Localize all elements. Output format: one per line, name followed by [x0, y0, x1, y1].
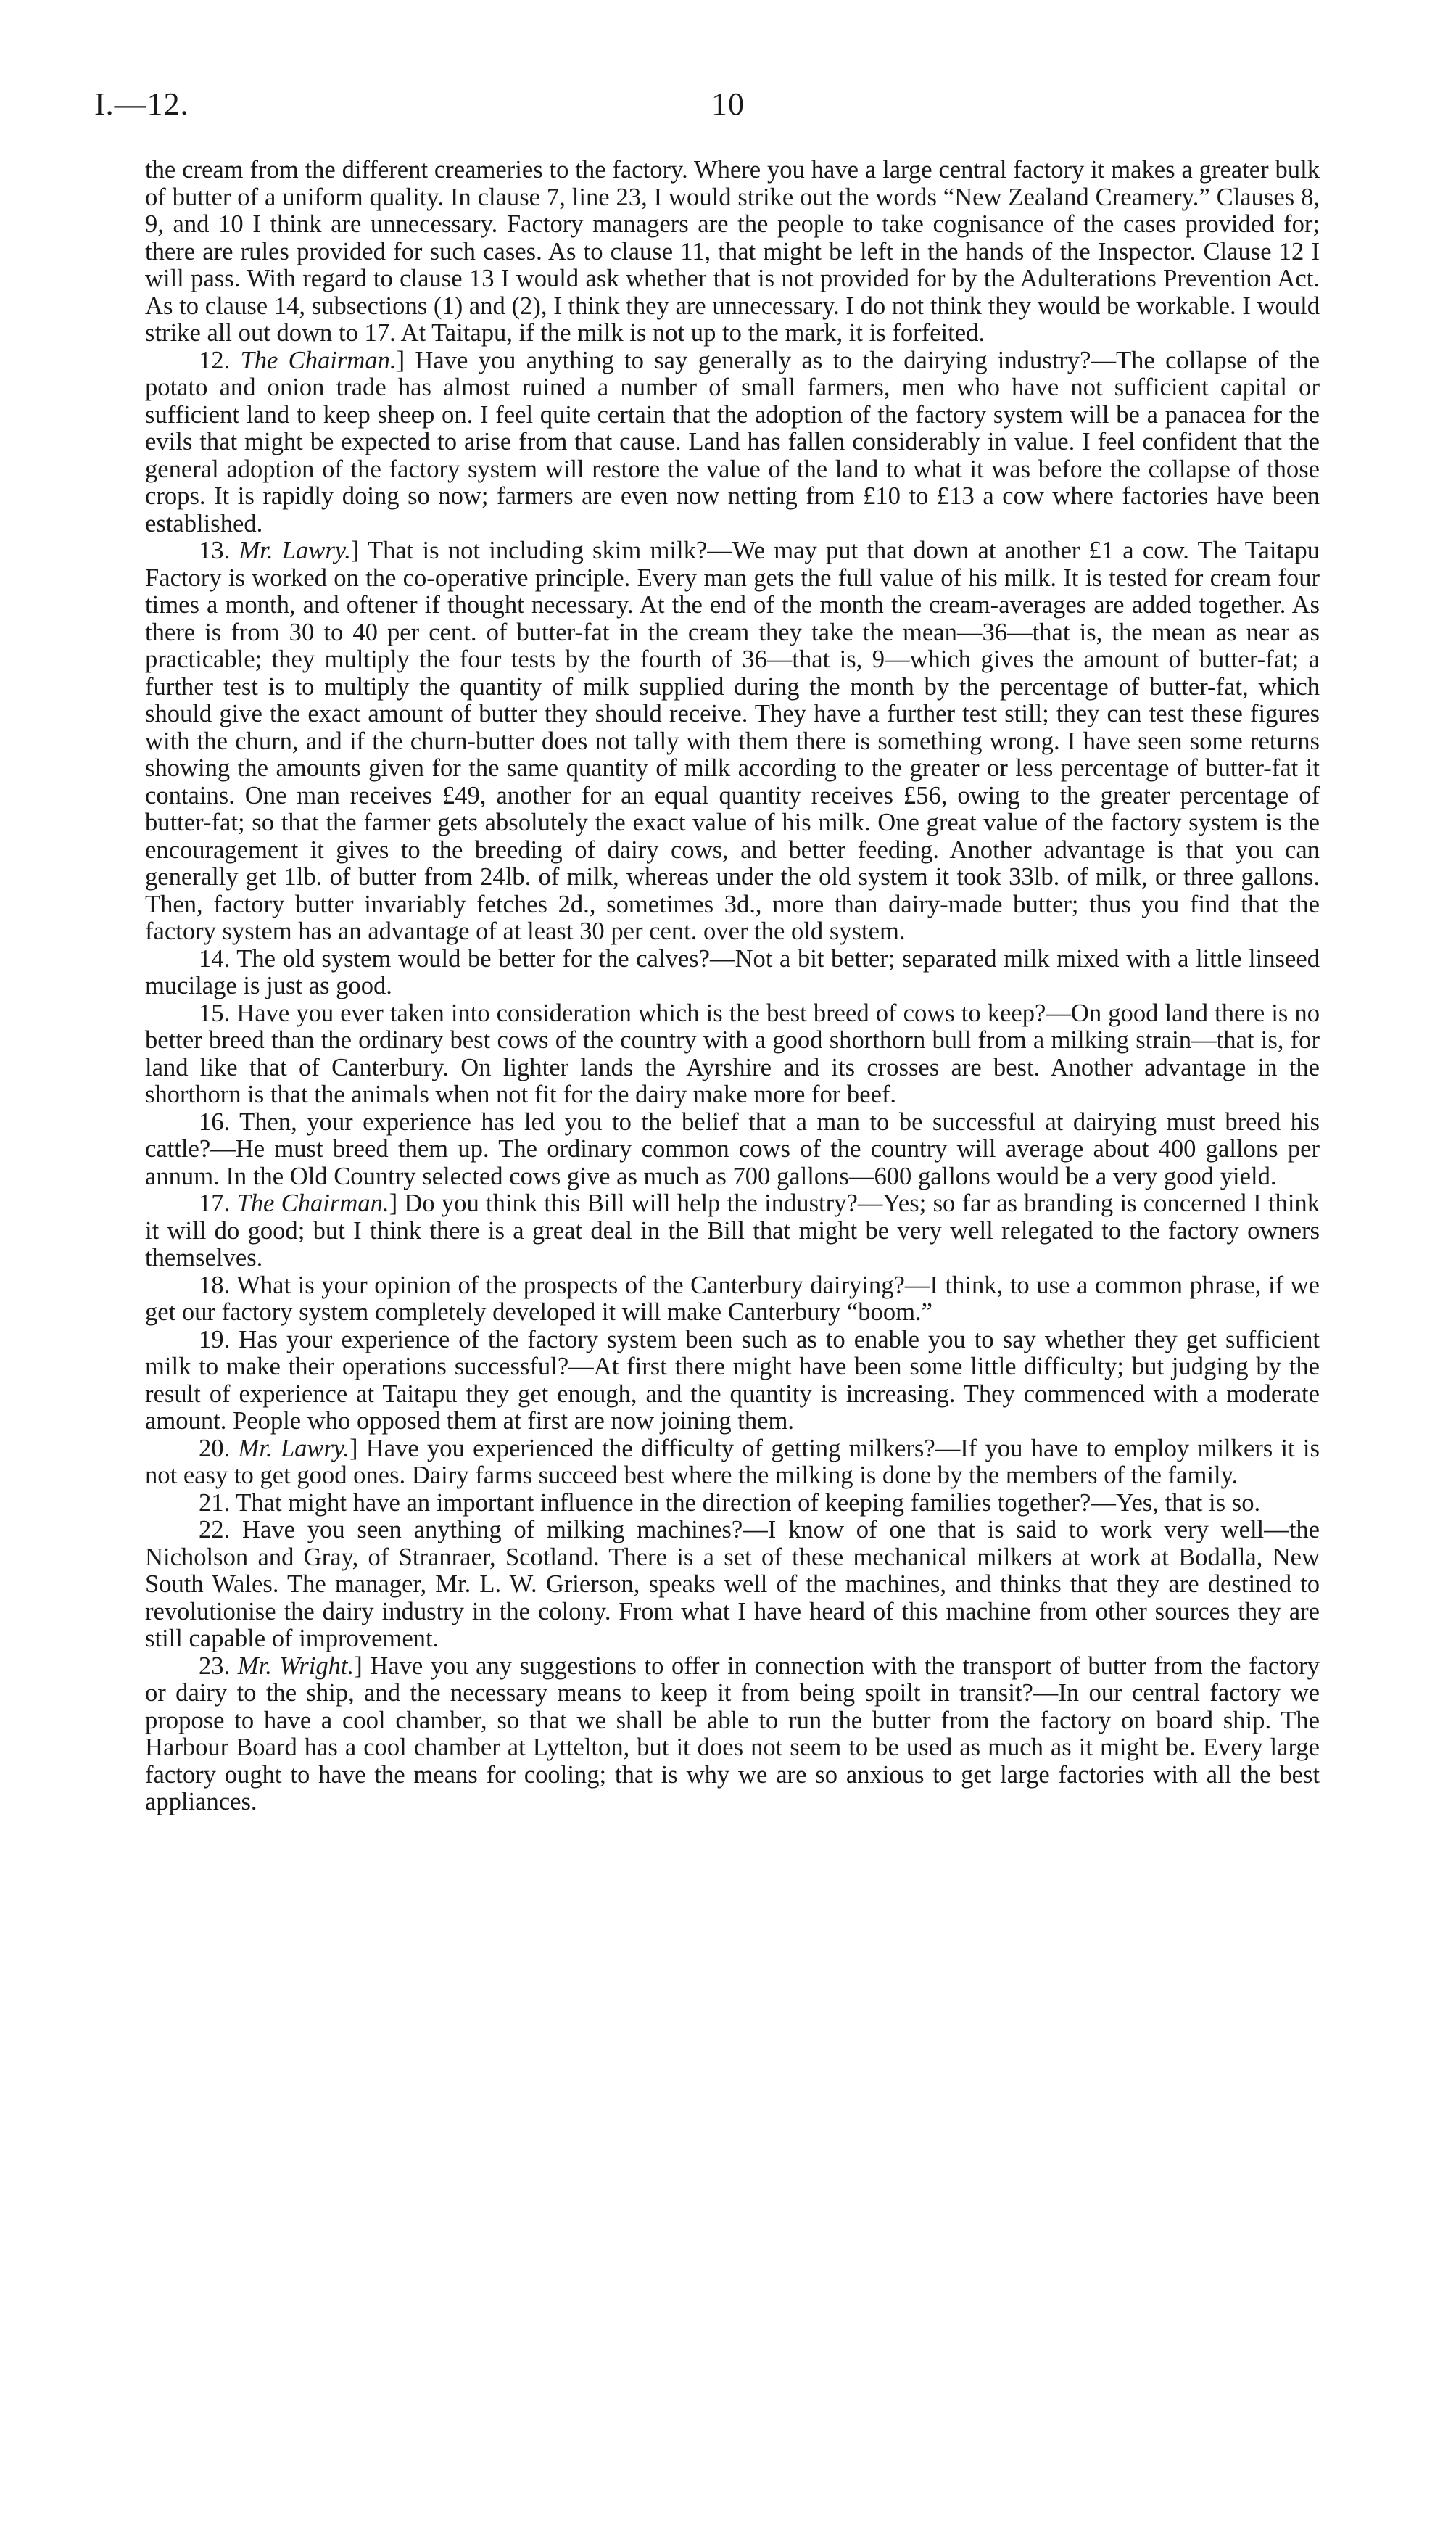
question-number: 15.: [199, 999, 231, 1027]
paragraph-text: Have you experienced the difficulty of getting milkers?—If you have to employ milkers it is not easy to get good ones. Dairy farms succeed best where the milking is done by the members of the family.: [145, 1434, 1320, 1489]
paragraph: [145, 157, 1320, 347]
body-text: [145, 157, 1320, 1816]
question-number: 21.: [199, 1488, 231, 1517]
question-number: 13.: [199, 537, 231, 564]
question-paragraph: 23. Mr. Wright.] Have you any suggestions to offer in connection with the transport of butter from the factory or dairy to the ship, and the necessary means to keep it from being spoilt in transit?—In our central factory we propose to have a cool chamber, so that we shall be able to run the butter from the factory on board ship. The Harbour Board has a cool chamber at Lyttelton, but it does not seem to be used as much as it might be. Every large factory ought to have the means for cooling; that is why we are so anxious to get large factories with all the best appliances.: [145, 1652, 1320, 1815]
question-paragraph: 17. The Chairman.] Do you think this Bill will help the industry?—Yes; so far as branding is concerned I think it will do good; but I think there is a great deal in the Bill that might be very well relegated to the factory owners themselves.: [145, 1190, 1320, 1271]
speaker-name: Mr. Lawry.: [238, 1434, 349, 1462]
page-number: 10: [711, 86, 745, 122]
paragraph-text: Have you ever taken into consideration which is the best breed of cows to keep?—On good land there is no better breed than the ordinary best cows of the country with a good shorthorn bull from a milking strain—that is, for land like that of Canterbury. On lighter lands the Ayrshire and its crosses are best. Another advantage in the shorthorn is that the animals when not fit for the dairy make more for beef.: [145, 999, 1320, 1108]
question-paragraph: [145, 1272, 1320, 1327]
paragraph-text: Do you think this Bill will help the industry?—Yes; so far as branding is concerned I think it will do good; but I think there is a great deal in the Bill that might be very well relegated to the factory owners themselves.: [145, 1190, 1320, 1271]
question-number: 19.: [199, 1325, 231, 1353]
question-paragraph: [145, 1000, 1320, 1109]
question-number: 23.: [199, 1652, 231, 1680]
speaker-name: The Chairman.: [240, 346, 397, 374]
paragraph-text: the cream from the different creameries to the factory. Where you have a large central factory it makes a greater bulk of butter of a uniform quality. In clause 7, line 23, I would strike out the words “New Zealand Creamery.” Clauses 8, 9, and 10 I think are unnecessary. Factory managers are the people to take cognisance of the cases provided for; there are rules provided for such cases. As to clause 11, that might be left in the hands of the Inspector. Clause 12 I will pass. With regard to clause 13 I would ask whether that is not provided for by the Adulterations Prevention Act. As to clause 14, subsections (1) and (2), I think they are unnecessary. I do not think they would be workable. I would strike all out down to 17. At Taitapu, if the milk is not up to the mark, it is forfeited.: [145, 156, 1320, 347]
question-paragraph: [145, 1490, 1320, 1517]
document-reference: I.—12.: [94, 86, 189, 122]
speaker-name: Mr. Wright.: [237, 1652, 355, 1680]
question-number: 20.: [199, 1434, 231, 1462]
paragraph-text: The old system would be better for the calves?—Not a bit better; separated milk mixed with a little linseed mucilage is just as good.: [145, 944, 1320, 999]
question-paragraph: 13. Mr. Lawry.] That is not including skim milk?—We may put that down at another £1 a cow. The Taitapu Factory is worked on the co-operative principle. Every man gets the full value of his milk. It is tested for cream four times a month, and oftener if thought necessary. At the end of the month the cream-averages are added together. As there is from 30 to 40 per cent. of butter-fat in the cream they take the mean—36—that is, the mean as near as practicable; they multiply the four tests by the fourth of 36—that is, 9—which gives the amount of butter-fat; a further test is to multiply the quantity of milk supplied during the month by the percentage of butter-fat, which should give the exact amount of butter they should receive. They have a further test still; they can test these figures with the churn, and if the churn-butter does not tally with them there is something wrong. I have seen some returns showing the amounts given for the same quantity of milk according to the greater or less percentage of butter-fat it contains. One man receives £49, another for an equal quantity receives £56, owing to the greater percentage of butter-fat; so that the farmer gets absolutely the exact value of his milk. One great value of the factory system is the encouragement it gives to the breeding of dairy cows, and better feeding. Another advantage is that you can generally get 1lb. of butter from 24lb. of milk, whereas under the old system it took 33lb. of milk, or three gallons. Then, factory butter invariably fetches 2d., sometimes 3d., more than dairy-made butter; thus you find that the factory system has an advantage of at least 30 per cent. over the old system.: [145, 537, 1320, 945]
paragraph-text: Then, your experience has led you to the belief that a man to be successful at dairying must breed his cattle?—He must breed them up. The ordinary common cows of the country will average about 400 gallons per annum. In the Old Country selected cows give as much as 700 gallons—600 gallons would be a very good yield.: [145, 1108, 1320, 1190]
question-number: 12.: [199, 346, 231, 374]
paragraph-text: Have you anything to say generally as to the dairying industry?—The collapse of the potato and onion trade has almost ruined a number of small farmers, men who have not sufficient capital or sufficient land to keep sheep on. I feel quite certain that the adoption of the factory system will be a panacea for the evils that might be expected to arise from that cause. Land has fallen considerably in value. I feel confident that the general adoption of the factory system will restore the value of the land to what it was before the collapse of those crops. It is rapidly doing so now; farmers are even now netting from £10 to £13 a cow where factories have been established.: [145, 346, 1320, 537]
question-number: 17.: [199, 1190, 231, 1217]
speaker-name: The Chairman.: [236, 1190, 389, 1217]
paragraph-text: That is not including skim milk?—We may put that down at another £1 a cow. The Taitapu Factory is worked on the co-operative principle. Every man gets the full value of his milk. It is tested for cream four times a month, and oftener if thought necessary. At the end of the month the cream-averages are added together. As there is from 30 to 40 per cent. of butter-fat in the cream they take the mean—36—that is, the mean as near as practicable; they multiply the four tests by the fourth of 36—that is, 9—which gives the amount of butter-fat; a further test is to multiply the quantity of milk supplied during the month by the percentage of butter-fat, which should give the exact amount of butter they should receive. They have a further test still; they can test these figures with the churn, and if the churn-butter does not tally with them there is something wrong. I have seen some returns showing the amounts given for the same quantity of milk according to the greater or less percentage of butter-fat it contains. One man receives £49, another for an equal quantity receives £56, owing to the greater percentage of butter-fat; so that the farmer gets absolutely the exact value of his milk. One great value of the factory system is the encouragement it gives to the breeding of dairy cows, and better feeding. Another advantage is that you can generally get 1lb. of butter from 24lb. of milk, whereas under the old system it took 33lb. of milk, or three gallons. Then, factory butter invariably fetches 2d., sometimes 3d., more than dairy-made butter; thus you find that the factory system has an advantage of at least 30 per cent. over the old system.: [145, 537, 1320, 945]
question-paragraph: [145, 1327, 1320, 1435]
paragraph-text: What is your opinion of the prospects of the Canterbury dairying?—I think, to use a common phrase, if we get our factory system completely developed it will make Canterbury “boom.”: [145, 1271, 1320, 1326]
paragraph-text: That might have an important influence in the direction of keeping families together?—Yes, that is so.: [236, 1488, 1261, 1517]
paragraph-text: Have you any suggestions to offer in connection with the transport of butter from the factory or dairy to the ship, and the necessary means to keep it from being spoilt in transit?—In our central factory we propose to have a cool chamber, so that we shall be able to run the butter from the factory on board ship. The Harbour Board has a cool chamber at Lyttelton, but it does not seem to be used as much as it might be. Every large factory ought to have the means for cooling; that is why we are so anxious to get large factories with all the best appliances.: [145, 1652, 1320, 1815]
speaker-name: Mr. Lawry.: [239, 537, 351, 564]
question-paragraph: 12. The Chairman.] Have you anything to say generally as to the dairying industry?—The collapse of the potato and onion trade has almost ruined a number of small farmers, men who have not sufficient capital or sufficient land to keep sheep on. I feel quite certain that the adoption of the factory system will be a panacea for the evils that might be expected to arise from that cause. Land has fallen considerably in value. I feel confident that the general adoption of the factory system will restore the value of the land to what it was before the collapse of those crops. It is rapidly doing so now; farmers are even now netting from £10 to £13 a cow where factories have been established.: [145, 346, 1320, 537]
question-paragraph: 20. Mr. Lawry.] Have you experienced the difficulty of getting milkers?—If you have to employ milkers it is not easy to get good ones. Dairy farms succeed best where the milking is done by the members of the family.: [145, 1434, 1320, 1489]
question-number: 16.: [199, 1108, 231, 1136]
question-paragraph: [145, 1517, 1320, 1653]
paragraph-text: Has your experience of the factory system been such as to enable you to say whether they get sufficient milk to make their operations successful?—At first there might have been some little difficulty; but judging by the result of experience at Taitapu they get enough, and the quantity is increasing. They commenced with a moderate amount. People who opposed them at first are now joining them.: [145, 1325, 1320, 1435]
page-header: [94, 86, 1362, 129]
question-number: 22.: [199, 1516, 231, 1543]
question-number: 18.: [199, 1271, 231, 1299]
question-paragraph: [145, 1109, 1320, 1191]
question-paragraph: [145, 946, 1320, 1000]
question-number: 14.: [199, 944, 231, 973]
paragraph-text: Have you seen anything of milking machines?—I know of one that is said to work very well—the Nicholson and Gray, of Stranraer, Scotland. There is a set of these mechanical milkers at work at Bodalla, New South Wales. The manager, Mr. L. W. Grierson, speaks well of the machines, and thinks that they are destined to revolutionise the dairy industry in the colony. From what I have heard of this machine from other sources they are still capable of improvement.: [145, 1516, 1320, 1652]
